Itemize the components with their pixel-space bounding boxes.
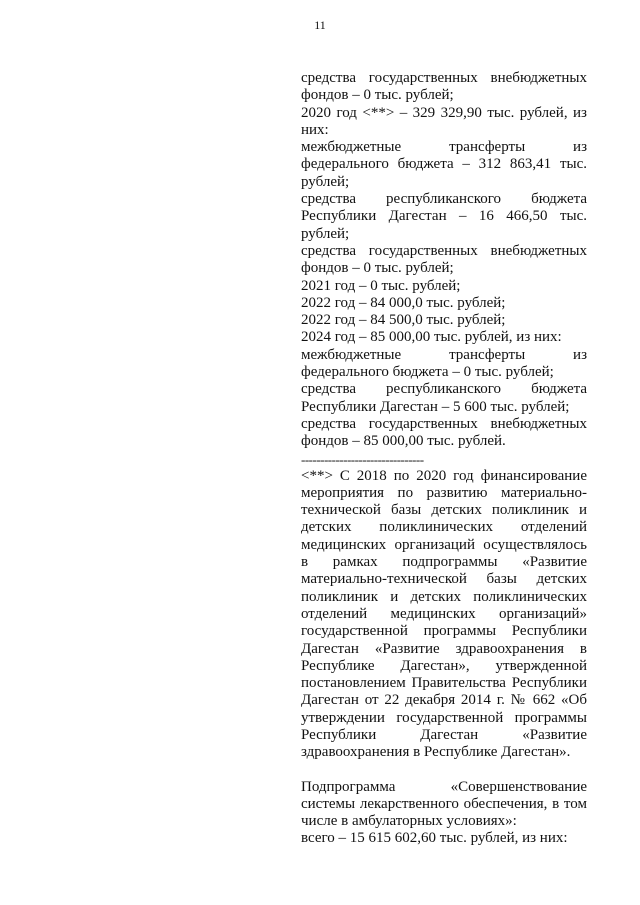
paragraph-year-2022-first: 2022 год – 84 000,0 тыс. рублей; — [301, 294, 506, 311]
section-spacer — [301, 762, 587, 779]
paragraph-year-2020: 2020 год <**> – 329 329,90 тыс. рублей, из них: — [301, 104, 587, 138]
paragraph-funds-offbudget-2020: средства государственных внебюджетных фондов – 0 тыс. рублей; — [301, 242, 587, 277]
footnote-divider: -------------------------------- — [301, 452, 424, 467]
paragraph-federal-transfers-2020: межбюджетные трансферты из федерального бюджета – 312 863,41 тыс. рублей; — [301, 139, 587, 190]
paragraph-funds-offbudget-2019: средства государственных внебюджетных фондов – 0 тыс. рублей; — [301, 70, 587, 104]
paragraph-year-2021: 2021 год – 0 тыс. рублей; — [301, 277, 461, 294]
subprogram-title: Подпрограмма «Совершенствование системы лекарственного обеспечения, в том числе в амбулаторных условиях»: — [301, 778, 587, 830]
paragraph-year-2022-second: 2022 год – 84 500,0 тыс. рублей; — [301, 312, 506, 329]
paragraph-republic-budget-2020: средства республиканского бюджета Республики Дагестан – 16 466,50 тыс. рублей; — [301, 191, 587, 242]
paragraph-republic-budget-2024: средства республиканского бюджета Республики Дагестан – 5 600 тыс. рублей; — [301, 381, 587, 415]
page-number: 11 — [314, 18, 326, 32]
paragraph-funds-offbudget-2024: средства государственных внебюджетных фондов – 85 000,00 тыс. рублей. — [301, 415, 587, 450]
subprogram-total: всего – 15 615 602,60 тыс. рублей, из них: — [301, 830, 568, 847]
paragraph-year-2024: 2024 год – 85 000,00 тыс. рублей, из них: — [301, 329, 562, 346]
footnote-text: <**> С 2018 по 2020 год финансирование мероприятия по развитию материально-технической базы детских поликлиник и детских поликлинических отделений медицинских организаций осуществлялось в рамках подпрограммы «Развитие материально-технической базы детских поликлиник и детских поликлинических отделений медицинских организаций» государственной программы Республики Дагестан «Развитие здравоохранения в Республике Дагестан», утвержденной постановлением Правительства Республики Дагестан от 22 декабря 2014 г. № 662 «Об утверждении государственной программы Республики Дагестан «Развитие здравоохранения в Республике Дагестан». — [301, 467, 587, 761]
document-body — [301, 70, 587, 848]
paragraph-federal-transfers-2024: межбюджетные трансферты из федерального бюджета – 0 тыс. рублей; — [301, 346, 587, 381]
